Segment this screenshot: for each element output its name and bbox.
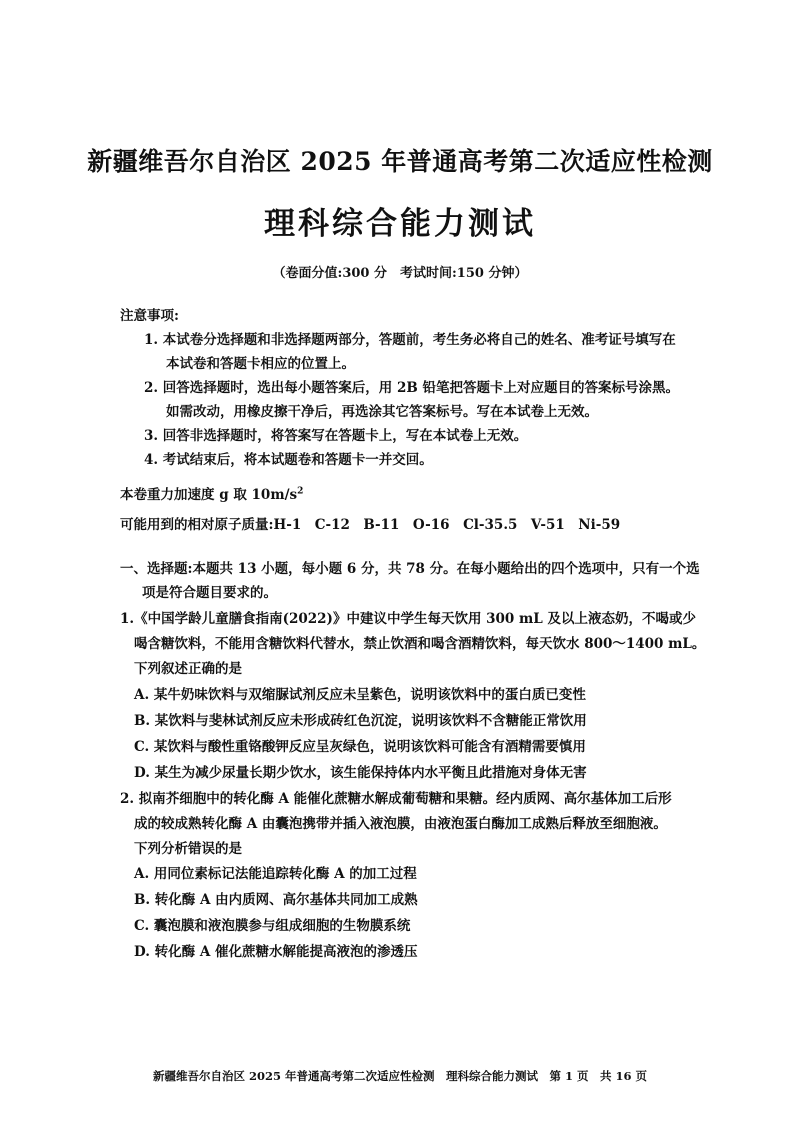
question-1-stem: 喝含糖饮料，不能用含糖饮料代替水，禁止饮酒和喝含酒精饮料，每天饮水 800～1400 mL。 bbox=[134, 636, 706, 652]
question-2-stem: 2. 拟南芥细胞中的转化酶 A 能催化蔗糖水解成葡萄糖和果糖。经内质网、高尔基体加工后形 bbox=[120, 791, 672, 807]
section-heading: 一、选择题:本题共 13 小题，每小题 6 分，共 78 分。在每小题给出的四个选项中，只有一个选 bbox=[120, 561, 700, 577]
atomic-mass-list: 可能用到的相对原子质量:H-1 C-12 B-11 O-16 Cl-35.5 V-51 Ni-59 bbox=[120, 517, 621, 533]
notice-item: 本试卷和答题卡相应的位置上。 bbox=[166, 356, 355, 372]
question-2-option-a: A. 用同位素标记法能追踪转化酶 A 的加工过程 bbox=[134, 866, 417, 882]
notice-heading: 注意事项: bbox=[120, 308, 179, 324]
notice-item: 1. 本试卷分选择题和非选择题两部分，答题前，考生务必将自己的姓名、准考证号填写在 bbox=[144, 332, 676, 348]
gravity-exponent: 2 bbox=[297, 486, 304, 497]
section-heading-cont: 项是符合题目要求的。 bbox=[142, 585, 277, 601]
question-2-option-c: C. 囊泡膜和液泡膜参与组成细胞的生物膜系统 bbox=[134, 918, 411, 934]
gravity-text: 本卷重力加速度 g 取 10m/s bbox=[120, 487, 298, 503]
question-1-option-b: B. 某饮料与斐林试剂反应未形成砖红色沉淀，说明该饮料不含糖能正常饮用 bbox=[134, 713, 587, 729]
page-footer: 新疆维吾尔自治区 2025 年普通高考第二次适应性检测 理科综合能力测试 第 1 页 共 16 页 bbox=[152, 1069, 648, 1083]
question-1-option-d: D. 某生为减少尿量长期少饮水，该生能保持体内水平衡且此措施对身体无害 bbox=[134, 765, 587, 781]
notice-item: 2. 回答选择题时，选出每小题答案后，用 2B 铅笔把答题卡上对应题目的答案标号涂黑。 bbox=[144, 380, 679, 396]
gravity-note bbox=[120, 483, 303, 503]
notice-item: 4. 考试结束后，将本试题卷和答题卡一并交回。 bbox=[144, 452, 433, 468]
exam-title: 新疆维吾尔自治区 2025 年普通高考第二次适应性检测 bbox=[87, 147, 713, 176]
notice-item: 如需改动，用橡皮擦干净后，再选涂其它答案标号。写在本试卷上无效。 bbox=[166, 404, 598, 420]
question-2-option-b: B. 转化酶 A 由内质网、高尔基体共同加工成熟 bbox=[134, 892, 418, 908]
question-2-stem: 成的较成熟转化酶 A 由囊泡携带并插入液泡膜，由液泡蛋白酶加工成熟后释放至细胞液。 bbox=[134, 816, 667, 832]
exam-subject: 理科综合能力测试 bbox=[264, 206, 536, 242]
question-1-stem: 1.《中国学龄儿童膳食指南(2022)》中建议中学生每天饮用 300 mL 及以上液态奶，不喝或少 bbox=[120, 611, 696, 627]
question-1-option-c: C. 某饮料与酸性重铬酸钾反应呈灰绿色，说明该饮料可能含有酒精需要慎用 bbox=[134, 739, 586, 755]
notice-item: 3. 回答非选择题时，将答案写在答题卡上，写在本试卷上无效。 bbox=[144, 428, 528, 444]
exam-meta: （卷面分值:300 分 考试时间:150 分钟） bbox=[272, 266, 528, 281]
question-2-option-d: D. 转化酶 A 催化蔗糖水解能提高液泡的渗透压 bbox=[134, 944, 418, 960]
question-2-stem: 下列分析错误的是 bbox=[134, 841, 242, 857]
question-1-stem: 下列叙述正确的是 bbox=[134, 661, 242, 677]
question-1-option-a: A. 某牛奶味饮料与双缩脲试剂反应未呈紫色，说明该饮料中的蛋白质已变性 bbox=[134, 687, 586, 703]
